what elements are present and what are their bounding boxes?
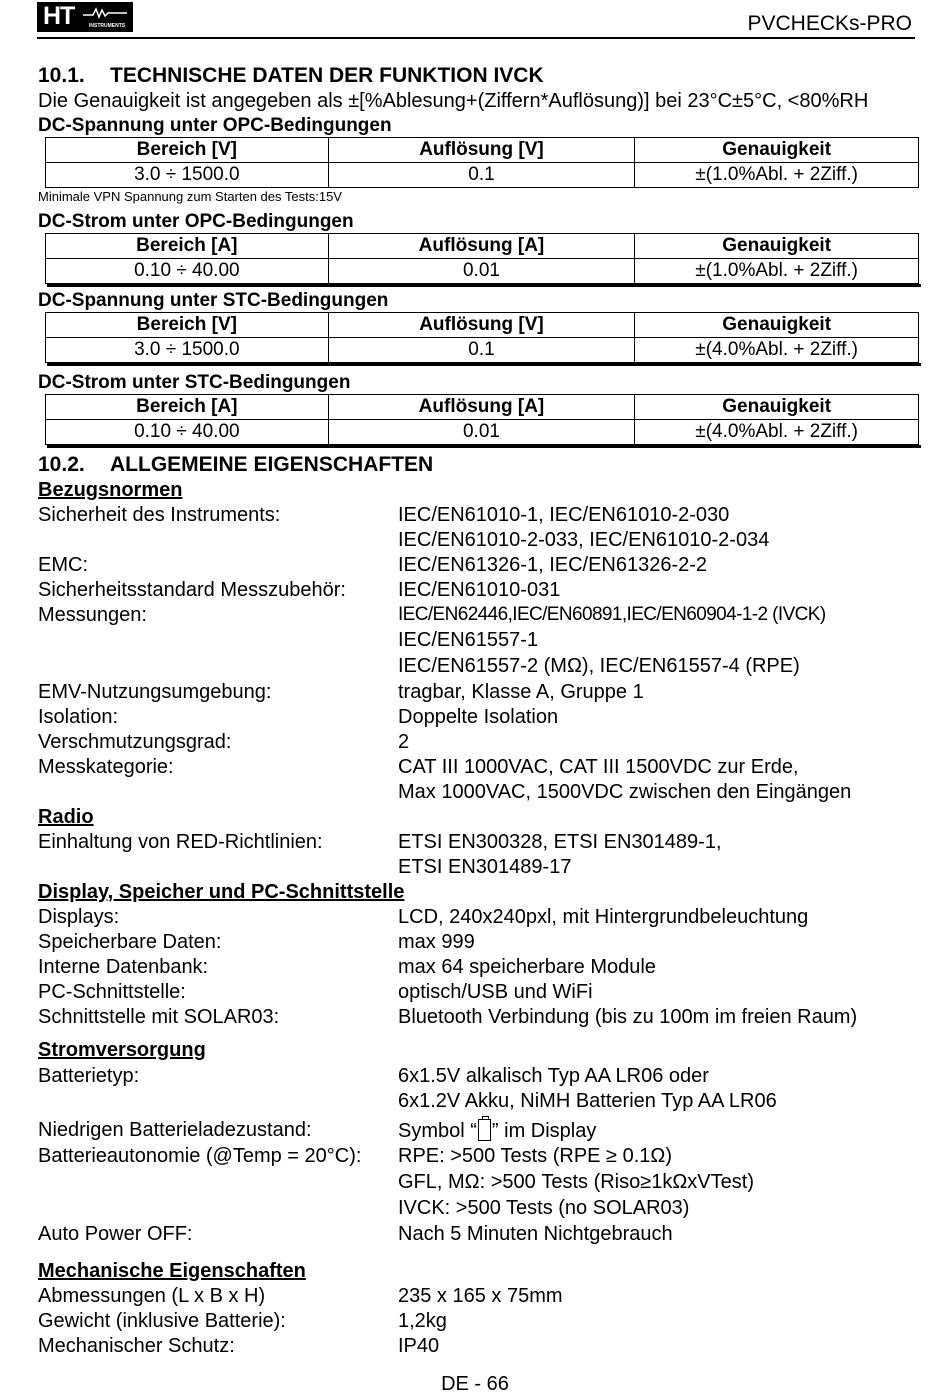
spec-value <box>398 1119 596 1143</box>
spec-label: PC-Schnittstelle: <box>38 981 186 1003</box>
header-cell: Bereich [V] <box>46 313 329 338</box>
page-number: DE - 66 <box>441 1373 509 1395</box>
battery-icon <box>478 1119 491 1141</box>
header-cell: Auflösung [V] <box>328 138 635 163</box>
spec-value: ETSI EN301489-17 <box>398 856 572 878</box>
table-cell: 0.1 <box>328 338 635 363</box>
spec-label: Batterieautonomie (@Temp = 20°C): <box>38 1145 362 1167</box>
table-header-row <box>46 138 919 163</box>
spec-value: Max 1000VAC, 1500VDC zwischen den Eingängen <box>398 781 852 803</box>
spec-value: Doppelte Isolation <box>398 706 559 728</box>
spec-value: 6x1.2V Akku, NiMH Batterien Typ AA LR06 <box>398 1090 777 1112</box>
table-cell: 0.10 ÷ 40.00 <box>46 259 329 284</box>
spec-value: IP40 <box>398 1335 440 1357</box>
spec-label: Sicherheit des Instruments: <box>38 504 281 526</box>
spec-value: max 999 <box>398 931 475 953</box>
min-voltage-note: Minimale VPN Spannung zum Starten des Tests:15V <box>38 189 342 204</box>
spec-label: Speicherbare Daten: <box>38 931 222 953</box>
header-cell: Genauigkeit <box>635 313 919 338</box>
spec-label: Verschmutzungsgrad: <box>38 731 232 753</box>
spec-table <box>45 312 919 363</box>
logo-text: HT <box>43 2 75 30</box>
section-heading-10-2 <box>38 453 433 477</box>
spec-value: IVCK: >500 Tests (no SOLAR03) <box>398 1197 690 1219</box>
spec-label: EMV-Nutzungsumgebung: <box>38 681 272 703</box>
spec-label: Niedrigen Batterieladezustand: <box>38 1119 312 1141</box>
table-cell: ±(4.0%Abl. + 2Ziff.) <box>635 420 919 445</box>
header-cell: Auflösung [V] <box>328 313 635 338</box>
table-title: DC-Strom unter STC-Bedingungen <box>38 372 351 393</box>
spec-value: 2 <box>398 731 410 753</box>
table-title: DC-Spannung unter STC-Bedingungen <box>38 290 389 311</box>
pulse-icon <box>83 7 127 19</box>
accuracy-intro: Die Genauigkeit ist angegeben als ±[%Ablesung+(Ziffern*Auflösung)] bei 23°C±5°C, <80%RH <box>38 90 869 112</box>
symbol-prefix: Symbol “ <box>398 1120 477 1142</box>
table-title: DC-Spannung unter OPC-Bedingungen <box>38 115 392 136</box>
section-number: 10.2. <box>38 453 85 476</box>
spec-label: Schnittstelle mit SOLAR03: <box>38 1006 280 1028</box>
spec-label: Interne Datenbank: <box>38 956 209 978</box>
table-cell: 0.01 <box>328 420 635 445</box>
symbol-suffix: ” im Display <box>491 1120 597 1142</box>
spec-value: 235 x 165 x 75mm <box>398 1285 563 1307</box>
spec-value: IEC/EN61010-031 <box>398 579 561 601</box>
table-title: DC-Strom unter OPC-Bedingungen <box>38 211 354 232</box>
spec-label: Einhaltung von RED-Richtlinien: <box>38 831 323 853</box>
table-cell: 3.0 ÷ 1500.0 <box>46 163 329 188</box>
spec-table <box>45 233 919 284</box>
spec-value: Nach 5 Minuten Nichtgebrauch <box>398 1223 673 1245</box>
spec-value: 1,2kg <box>398 1310 447 1332</box>
subsection-heading-mechanisch: Mechanische Eigenschaften <box>38 1260 306 1282</box>
spec-label: Messkategorie: <box>38 756 174 778</box>
subsection-heading-bezugsnormen: Bezugsnormen <box>38 479 183 501</box>
ht-logo <box>37 2 133 32</box>
spec-value: IEC/EN61326-1, IEC/EN61326-2-2 <box>398 554 708 576</box>
section-title: TECHNISCHE DATEN DER FUNKTION IVCK <box>110 64 544 87</box>
spec-value: LCD, 240x240pxl, mit Hintergrundbeleuchtung <box>398 906 809 928</box>
spec-label: Sicherheitsstandard Messzubehör: <box>38 579 346 601</box>
table-header-row <box>46 395 919 420</box>
spec-table <box>45 394 919 445</box>
spec-value: ETSI EN300328, ETSI EN301489-1, <box>398 831 722 853</box>
table-cell: ±(1.0%Abl. + 2Ziff.) <box>635 163 919 188</box>
table-row <box>46 338 919 363</box>
table-cell: ±(1.0%Abl. + 2Ziff.) <box>635 259 919 284</box>
spec-label: Auto Power OFF: <box>38 1223 193 1245</box>
table-header-row <box>46 234 919 259</box>
table-header-row <box>46 313 919 338</box>
spec-value: IEC/EN61557-2 (MΩ), IEC/EN61557-4 (RPE) <box>398 655 800 677</box>
table-shadow <box>47 445 921 448</box>
header-cell: Auflösung [A] <box>328 395 635 420</box>
spec-value: IEC/EN61557-1 <box>398 629 539 651</box>
spec-value: IEC/EN62446,IEC/EN60891,IEC/EN60904-1-2 (IVCK) <box>398 604 826 625</box>
spec-label: Displays: <box>38 906 120 928</box>
table-cell: ±(4.0%Abl. + 2Ziff.) <box>635 338 919 363</box>
section-title: ALLGEMEINE EIGENSCHAFTEN <box>110 453 434 476</box>
spec-label: Messungen: <box>38 604 147 626</box>
spec-value: Bluetooth Verbindung (bis zu 100m im freien Raum) <box>398 1006 858 1028</box>
table-cell: 0.1 <box>328 163 635 188</box>
spec-value: IEC/EN61010-1, IEC/EN61010-2-030 <box>398 504 730 526</box>
subsection-heading-radio: Radio <box>38 806 94 828</box>
spec-value: 6x1.5V alkalisch Typ AA LR06 oder <box>398 1065 709 1087</box>
spec-label: Batterietyp: <box>38 1065 140 1087</box>
spec-value: optisch/USB und WiFi <box>398 981 593 1003</box>
table-cell: 0.10 ÷ 40.00 <box>46 420 329 445</box>
spec-label: Isolation: <box>38 706 119 728</box>
table-row <box>46 420 919 445</box>
header-cell: Genauigkeit <box>635 138 919 163</box>
table-shadow <box>47 363 921 366</box>
product-name: PVCHECKs-PRO <box>747 12 912 35</box>
spec-value: IEC/EN61010-2-033, IEC/EN61010-2-034 <box>398 529 770 551</box>
spec-value: RPE: >500 Tests (RPE ≥ 0.1Ω) <box>398 1145 673 1167</box>
subsection-heading-display: Display, Speicher und PC-Schnittstelle <box>38 881 405 903</box>
spec-label: EMC: <box>38 554 88 576</box>
subsection-heading-stromversorgung: Stromversorgung <box>38 1039 206 1061</box>
header-cell: Genauigkeit <box>635 234 919 259</box>
header-cell: Auflösung [A] <box>328 234 635 259</box>
spec-label: Gewicht (inklusive Batterie): <box>38 1310 286 1332</box>
spec-label: Abmessungen (L x B x H) <box>38 1285 266 1307</box>
header-cell: Bereich [V] <box>46 138 329 163</box>
table-row <box>46 259 919 284</box>
spec-value: tragbar, Klasse A, Gruppe 1 <box>398 681 644 703</box>
table-shadow <box>47 284 921 287</box>
section-heading-10-1 <box>38 64 544 88</box>
spec-value: GFL, MΩ: >500 Tests (Riso≥1kΩxVTest) <box>398 1171 754 1193</box>
spec-label: Mechanischer Schutz: <box>38 1335 235 1357</box>
spec-table <box>45 137 919 188</box>
header-rule <box>37 37 915 39</box>
spec-value: max 64 speicherbare Module <box>398 956 656 978</box>
logo-sub: INSTRUMENTS <box>89 23 126 29</box>
header-cell: Bereich [A] <box>46 395 329 420</box>
table-row <box>46 163 919 188</box>
section-number: 10.1. <box>38 64 85 87</box>
table-cell: 3.0 ÷ 1500.0 <box>46 338 329 363</box>
spec-value: CAT III 1000VAC, CAT III 1500VDC zur Erde, <box>398 756 799 778</box>
table-cell: 0.01 <box>328 259 635 284</box>
header-cell: Genauigkeit <box>635 395 919 420</box>
header-cell: Bereich [A] <box>46 234 329 259</box>
